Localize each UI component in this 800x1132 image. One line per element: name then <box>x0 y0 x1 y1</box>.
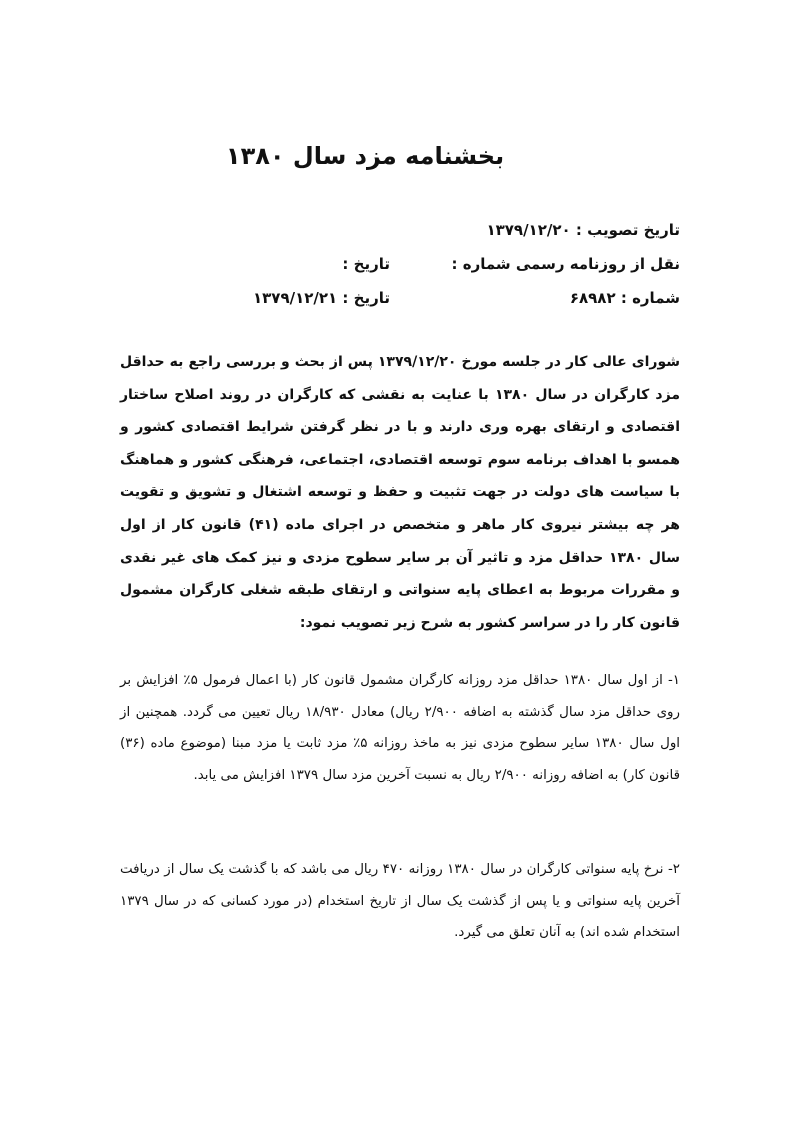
intro-paragraph: شورای عالی کار در جلسه مورخ ۱۳۷۹/۱۲/۲۰ پس از بحث و بررسی راجع به حداقل مزد کارگران در سال ۱۳۸۰ با عنایت به نقشی که کارگران در روند اصلاح ساختار اقتصادی و ارتقای بهره وری دارند و با در نظر گرفتن شرایط اقتصادی کشور و همسو با اهداف برنامه سوم توسعه اقتصادی، اجتماعی، فرهنگی کشور و هماهنگ با سیاست های دولت در جهت تثبیت و حفظ و توسعه اشتغال و تشویق و تقویت هر چه بیشتر نیروی کار ماهر و متخصص در اجرای ماده (۴۱) قانون کار از اول سال ۱۳۸۰ حداقل مزد و تاثیر آن بر سایر سطوح مزدی و نیز کمک های غیر نقدی و مقررات مربوط به اعطای پایه سنواتی و ارتقای طبقه شغلی کارگران مشمول قانون کار را در سراسر کشور به شرح زیر تصویب نمود: <box>120 354 681 631</box>
gazette-date: تاریخ : ۱۳۷۹/۱۲/۲۱ <box>253 289 390 307</box>
document-title: بخشنامه مزد سال ۱۳۸۰ <box>225 142 505 170</box>
clause-1: ۱- از اول سال ۱۳۸۰ حداقل مزد روزانه کارگران مشمول قانون کار (با اعمال فرمول ۵٪ افزایش بر روی حداقل مزد سال گذشته به اضافه ۲/۹۰۰ ریال) معادل ۱۸/۹۳۰ ریال تعیین می گردد. همچنین از اول سال ۱۳۸۰ سایر سطوح مزدی نیز به ماخذ روزانه ۵٪ مزد ثابت یا مزد مبنا (موضوع ماده (۳۶) قانون کار) به اضافه روزانه ۲/۹۰۰ ریال به نسبت آخرین مزد سال ۱۳۷۹ افزایش می یابد. <box>120 673 681 783</box>
approval-date: تاریخ تصویب : ۱۳۷۹/۱۲/۲۰ <box>486 221 680 239</box>
gazette-reference: نقل از روزنامه رسمی شماره : <box>451 255 680 273</box>
clause-2: ۲- نرخ پایه سنواتی کارگران در سال ۱۳۸۰ روزانه ۴۷۰ ریال می باشد که با گذشت یک سال از دریافت آخرین پایه سنواتی و یا پس از گذشت یک سال از تاریخ استخدام (در مورد کسانی که در سال ۱۳۷۹ استخدام شده اند) به آنان تعلق می گیرد. <box>120 862 680 940</box>
date-label: تاریخ : <box>342 255 390 273</box>
gazette-number: شماره : ۶۸۹۸۲ <box>569 289 680 307</box>
